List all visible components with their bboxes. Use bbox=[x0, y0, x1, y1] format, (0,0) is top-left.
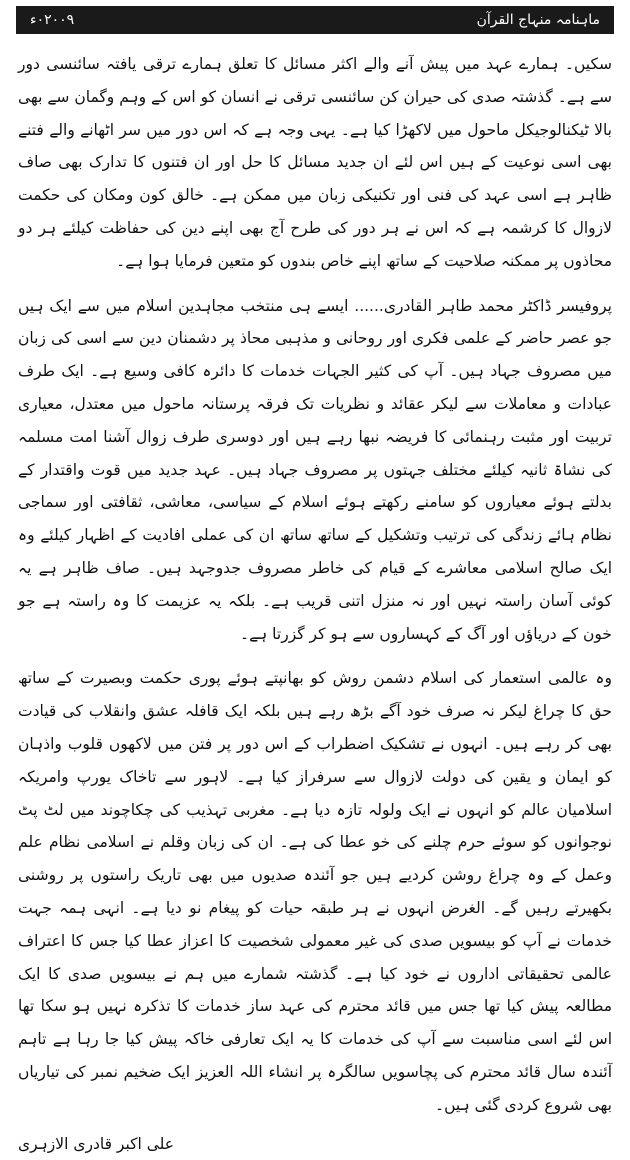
article-body bbox=[18, 48, 612, 1008]
issue-date: ٠٢٠٠٩ء bbox=[30, 12, 74, 28]
paragraph-1: سکیں۔ ہمارے عہد میں پیش آنے والے اکثر مسائل کا تعلق ہمارے ترقی یافتہ سائنسی دور سے ہے۔ گذشتہ صدی کی حیران کن سائنسی ترقی نے انسان کو اس کے وہم وگمان سے بھی بالا ٹیکنالوجیکل ماحول میں لاکھڑا کیا ہے۔ یہی وجہ ہے کہ اس دور میں سر اٹھانے والے فتنے بھی اسی نوعیت کے ہیں اس لئے ان جدید مسائل کا حل اور ان فتنوں کا تدارک بھی صاف ظاہر ہے اسی عہد کی فنی اور تکنیکی زبان میں ممکن ہے۔ خالق کون ومکان کی حکمت لازوال کا کرشمہ ہے کہ اس نے ہر دور کی طرح آج بھی اپنے دین کی حفاظت کیلئے ہر دو محاذوں پر ممکنہ صلاحیت کے ساتھ اپنے خاص بندوں کو متعین فرمایا ہوا ہے۔ bbox=[18, 48, 612, 278]
magazine-name: ماہنامہ منہاج القرآن bbox=[477, 12, 600, 28]
paragraph-2: پروفیسر ڈاکٹر محمد طاہر القادری...... ایسے ہی منتخب مجاہدین اسلام میں سے ایک ہیں جو عصر حاضر کے علمی فکری اور روحانی و مذہبی محاذ پر دشمنان دین سے اسی کی زبان میں مصروف جہاد ہیں۔ آپ کی کثیر الجہات خدمات کا دائرہ کافی وسیع ہے۔ ایک طرف عبادات و معاملات سے لیکر عقائد و نظریات تک فرقہ پرستانہ ماحول میں معتدل، معیاری تربیت اور مثبت رہنمائی کا فریضہ نبھا رہے ہیں اور دوسری طرف زوال آشنا امت مسلمہ کی نشاۃ ثانیہ کیلئے مختلف جہتوں پر مصروف جہاد ہیں۔ عہد جدید میں قوت واقتدار کے بدلتے ہوئے معیاروں کو سامنے رکھتے ہوئے اسلام کے سیاسی، معاشی، ثقافتی اور سماجی نظام ہائے زندگی کی ترتیب وتشکیل کے ساتھ ساتھ ان کی عملی افادیت کے اظہار کیلئے وہ ایک صالح اسلامی معاشرے کے قیام کی خاطر مصروف جدوجہد ہیں۔ صاف ظاہر ہے یہ کوئی آسان راستہ نہیں اور نہ منزل اتنی قریب ہے۔ بلکہ یہ عزیمت کا وہ راستہ ہے جو خون کے دریاؤں اور آگ کے کہساروں سے ہو کر گزرتا ہے۔ bbox=[18, 290, 612, 651]
author-signature: علی اکبر قادری الازہری bbox=[18, 1128, 612, 1160]
page-header-bar bbox=[16, 6, 614, 34]
paragraph-3: وہ عالمی استعمار کی اسلام دشمن روش کو بھانپتے ہوئے پوری حکمت وبصیرت کے ساتھ حق کا چراغ لیکر نہ صرف خود آگے بڑھ رہے ہیں بلکہ ایک قافلہ عشق وانقلاب کی قیادت بھی کر رہے ہیں۔ انہوں نے تشکیک اضطراب کے اس دور پر فتن میں لاکھوں قلوب واذہان کو ایمان و یقین کی دولت لازوال سے سرفراز کیا ہے۔ لاہور سے تاخاک یورپ وامریکہ اسلامیان عالم کو انہوں نے ایک ولولہ تازہ دیا ہے۔ مغربی تہذیب کی چکاچوند میں لٹ پٹ نوجوانوں کو سوئے حرم چلنے کی خو عطا کی ہے۔ ان کی زبان وقلم نے اسلامی نظام علم وعمل کے وہ چراغ روشن کردیے ہیں جو آئندہ صدیوں میں بھی تاریک راستوں پر روشنی بکھیرتے رہیں گے۔ الغرض انہوں نے ہر طبقہ حیات کو پیغام نو دیا ہے۔ انہی ہمہ جہت خدمات نے آپ کو بیسویں صدی کی غیر معمولی شخصیت کا اعزاز عطا کیا جس کا اعتراف عالمی تحقیقاتی اداروں نے خود کیا ہے۔ گذشتہ شمارے میں ہم نے بیسویں صدی کا ایک مطالعہ پیش کیا تھا جس میں قائد محترم کی عہد ساز خدمات کا تذکرہ نہیں ہو سکا تھا اس لئے اسی مناسبت سے آپ کی خدمات کا یہ ایک تعارفی خاکہ پیش کیا جا رہا ہے تاہم آئندہ سال قائد محترم کی پچاسویں سالگرہ پر انشاء اللہ العزیز ایک ضخیم نمبر کی تیاریاں بھی شروع کردی گئی ہیں۔ bbox=[18, 662, 612, 1121]
